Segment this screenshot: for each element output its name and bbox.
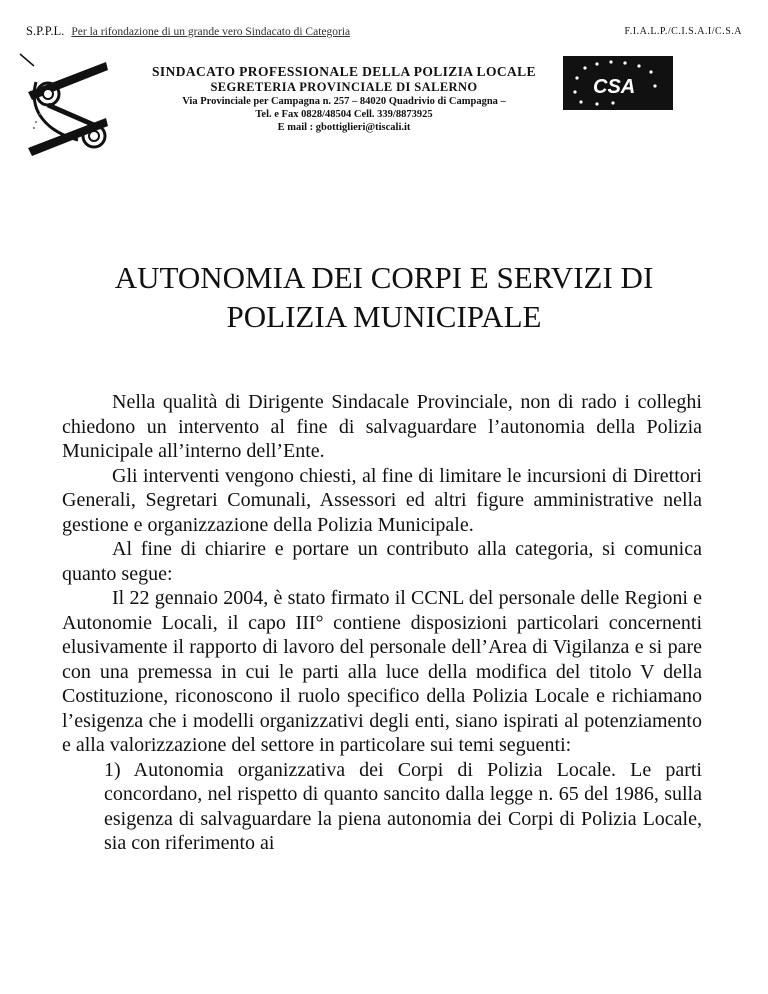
org-name: SINDACATO PROFESSIONALE DELLA POLIZIA LOCALE bbox=[152, 64, 536, 79]
paragraph: Al fine di chiarire e portare un contributo alla categoria, si comunica quanto segue: bbox=[62, 538, 702, 585]
title-line-2: POLIZIA MUNICIPALE bbox=[226, 299, 542, 334]
paragraph: Gli interventi vengono chiesti, al fine di limitare le incursioni di Direttori Generali, Segretari Comunali, Assessori ed altri figure amministrative nella gestione e organizzazione della Polizia Municipale. bbox=[62, 464, 702, 536]
paragraph: Il 22 gennaio 2004, è stato firmato il CCNL del personale delle Regioni e Autonomie Locali, il capo III° contiene disposizioni particolari concernenti elusivamente il rapporto di lavoro del personale dell’Area di Vigilanza e si pare con una premessa in cui le parti alla luce della modifica del titolo V della Costituzione, riconoscono il ruolo specifico della Polizia Locale e richiamano l’esigenza che i modelli organizzativi degli enti, siano ispirati al potenziamento e alla valorizzazione del settore in particolare sui temi seguenti: bbox=[62, 587, 702, 756]
csa-logo-icon bbox=[563, 56, 673, 110]
header-left-code: S.P.P.L. bbox=[26, 24, 65, 38]
paragraph: Nella qualità di Dirigente Sindacale Provinciale, non di rado i colleghi chiedono un intervento al fine di salvaguardare l’autonomia della Polizia Municipale all’interno dell’Ente. bbox=[62, 391, 702, 462]
csa-logo-text: CSA bbox=[593, 76, 636, 98]
document-body bbox=[62, 390, 702, 856]
email-line: E mail : gbottiglieri@tiscali.it bbox=[277, 122, 411, 133]
header-right-code: F.I.A.L.P./C.I.S.A.I/C.S.A bbox=[624, 26, 742, 37]
document-title bbox=[60, 258, 708, 336]
secretariat-name: SEGRETERIA PROVINCIALE DI SALERNO bbox=[210, 80, 478, 94]
header-line bbox=[26, 24, 742, 40]
title-line-1: AUTONOMIA DEI CORPI E SERVIZI DI bbox=[114, 260, 654, 295]
union-emblem-icon bbox=[18, 52, 118, 162]
header-motto: Per la rifondazione di un grande vero Sindacato di Categoria bbox=[71, 26, 351, 38]
letterhead bbox=[118, 64, 570, 134]
list-item: 1) Autonomia organizzativa dei Corpi di Polizia Locale. Le parti concordano, nel rispetto di quanto sancito dalla legge n. 65 del 1986, sulla esigenza di salvaguardare la piena autonomia dei Corpi di Polizia Locale, sia con riferimento ai bbox=[104, 758, 702, 854]
header-left bbox=[26, 24, 350, 39]
phone-line: Tel. e Fax 0828/48504 Cell. 339/8873925 bbox=[255, 109, 433, 120]
address-line: Via Provinciale per Campagna n. 257 – 84020 Quadrivio di Campagna – bbox=[182, 96, 506, 107]
